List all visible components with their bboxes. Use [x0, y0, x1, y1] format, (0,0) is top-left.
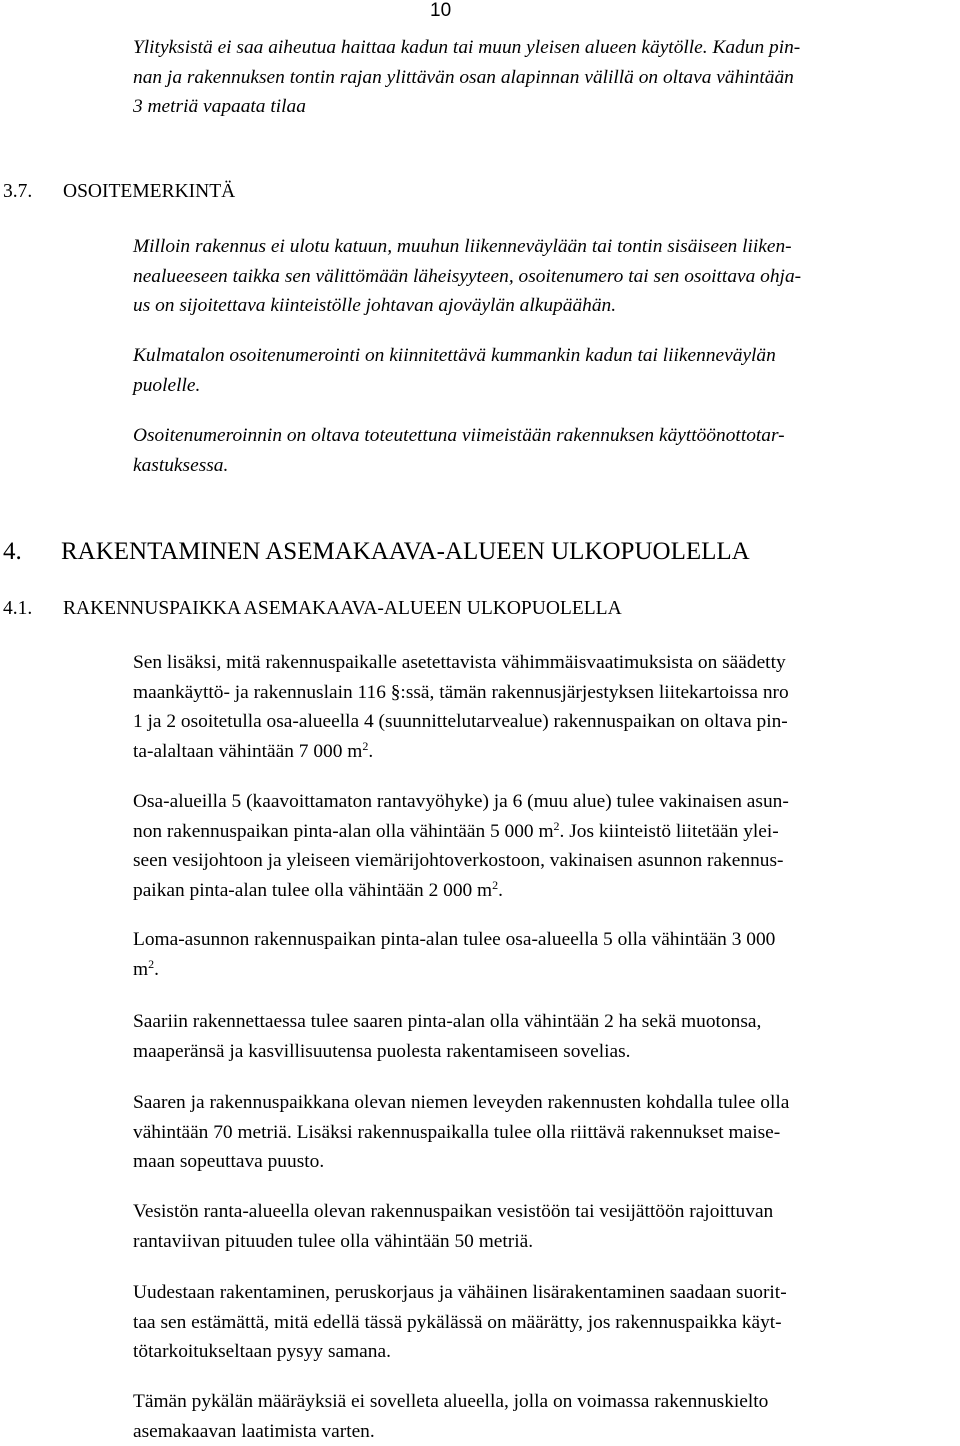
- paragraph: [133, 787, 951, 905]
- section-heading-4: [3, 537, 750, 567]
- text-line: Milloin rakennus ei ulotu katuun, muuhun liikenneväylään tai tontin sisäiseen liiken-: [133, 232, 951, 262]
- paragraph: [133, 341, 951, 400]
- text-line: maaperänsä ja kasvillisuutensa puolesta rakentamiseen sovelias.: [133, 1037, 951, 1067]
- text-line: Sen lisäksi, mitä rakennuspaikalle asetettavista vähimmäisvaatimuksista on säädetty: [133, 648, 951, 678]
- paragraph: [133, 1197, 951, 1256]
- text-line: taa sen estämättä, mitä edellä tässä pykälässä on määrätty, jos rakennuspaikka käyt-: [133, 1308, 951, 1338]
- text-line: Tämän pykälän määräyksiä ei sovelleta alueella, jolla on voimassa rakennuskielto: [133, 1387, 951, 1417]
- section-number: 4.: [3, 537, 61, 567]
- text-line: [133, 955, 951, 985]
- section-heading-3-7: [3, 180, 235, 204]
- section-number: 3.7.: [3, 180, 63, 204]
- text-line: tötarkoitukseltaan pysyy samana.: [133, 1337, 951, 1367]
- superscript: 2: [362, 739, 368, 753]
- section-title: RAKENNUSPAIKKA ASEMAKAAVA-ALUEEN ULKOPUOLELLA: [63, 598, 622, 619]
- superscript: 2: [148, 957, 154, 971]
- text-span: .: [368, 741, 373, 762]
- text-line: [133, 876, 951, 906]
- paragraph: [133, 421, 951, 480]
- text-line: kastuksessa.: [133, 451, 951, 481]
- section-title: OSOITEMERKINTÄ: [63, 181, 235, 202]
- paragraph: [133, 1088, 951, 1177]
- section-number: 4.1.: [3, 597, 63, 621]
- text-line: seen vesijohtoon ja yleiseen viemärijohtoverkostoon, vakinaisen asunnon rakennus-: [133, 846, 951, 876]
- text-line: Osoitenumeroinnin on oltava toteutettuna viimeistään rakennuksen käyttöönottotar-: [133, 421, 951, 451]
- text-line: Saaren ja rakennuspaikkana olevan niemen leveyden rakennusten kohdalla tulee olla: [133, 1088, 951, 1118]
- text-line: Kulmatalon osoitenumerointi on kiinnitettävä kummankin kadun tai liikenneväylän: [133, 341, 951, 371]
- text-line: rantaviivan pituuden tulee olla vähintään 50 metriä.: [133, 1227, 951, 1257]
- text-line: Saariin rakennettaessa tulee saaren pinta-alan olla vähintään 2 ha sekä muotonsa,: [133, 1007, 951, 1037]
- text-span: non rakennuspaikan pinta-alan olla vähintään 5 000 m: [133, 821, 554, 842]
- text-span: ta-alaltaan vähintään 7 000 m: [133, 741, 362, 762]
- text-span: m: [133, 959, 148, 980]
- text-line: maan sopeuttava puusto.: [133, 1147, 951, 1177]
- text-line: [133, 817, 951, 847]
- superscript: 2: [554, 819, 560, 833]
- text-span: .: [498, 880, 503, 901]
- text-span: .: [154, 959, 159, 980]
- text-line: nan ja rakennuksen tontin rajan ylittävän osan alapinnan välillä on oltava vähintään: [133, 63, 951, 93]
- text-line: 3 metriä vapaata tilaa: [133, 92, 951, 122]
- text-line: Osa-alueilla 5 (kaavoittamaton rantavyöhyke) ja 6 (muu alue) tulee vakinaisen asun-: [133, 787, 951, 817]
- text-line: 1 ja 2 osoitetulla osa-alueella 4 (suunnittelutarvealue) rakennuspaikan on oltava pin-: [133, 707, 951, 737]
- paragraph: [133, 1278, 951, 1367]
- paragraph: [133, 925, 951, 984]
- section-title: RAKENTAMINEN ASEMAKAAVA-ALUEEN ULKOPUOLELLA: [61, 538, 750, 565]
- text-line: [133, 737, 951, 767]
- text-span: . Jos kiinteistö liitetään ylei-: [560, 821, 779, 842]
- page-number: 10: [430, 0, 451, 22]
- text-line: Loma-asunnon rakennuspaikan pinta-alan tulee osa-alueella 5 olla vähintään 3 000: [133, 925, 951, 955]
- text-line: vähintään 70 metriä. Lisäksi rakennuspaikalla tulee olla riittävä rakennukset maise-: [133, 1118, 951, 1148]
- text-line: Ylityksistä ei saa aiheutua haittaa kadun tai muun yleisen alueen käytölle. Kadun pin-: [133, 33, 951, 63]
- intro-paragraph: [133, 33, 951, 122]
- superscript: 2: [492, 878, 498, 892]
- text-line: asemakaavan laatimista varten.: [133, 1417, 951, 1446]
- text-line: maankäyttö- ja rakennuslain 116 §:ssä, tämän rakennusjärjestyksen liitekartoissa nro: [133, 678, 951, 708]
- paragraph: [133, 1007, 951, 1066]
- text-span: paikan pinta-alan tulee olla vähintään 2 000 m: [133, 880, 492, 901]
- text-line: Uudestaan rakentaminen, peruskorjaus ja vähäinen lisärakentaminen saadaan suorit-: [133, 1278, 951, 1308]
- text-line: Vesistön ranta-alueella olevan rakennuspaikan vesistöön tai vesijättöön rajoittuvan: [133, 1197, 951, 1227]
- paragraph: [133, 1387, 951, 1446]
- text-line: nealueeseen taikka sen välittömään läheisyyteen, osoitenumero tai sen osoittava ohja-: [133, 262, 951, 292]
- paragraph: [133, 232, 951, 321]
- text-line: us on sijoitettava kiinteistölle johtavan ajoväylän alkupäähän.: [133, 291, 951, 321]
- paragraph: [133, 648, 951, 766]
- text-line: puolelle.: [133, 371, 951, 401]
- section-heading-4-1: [3, 597, 622, 621]
